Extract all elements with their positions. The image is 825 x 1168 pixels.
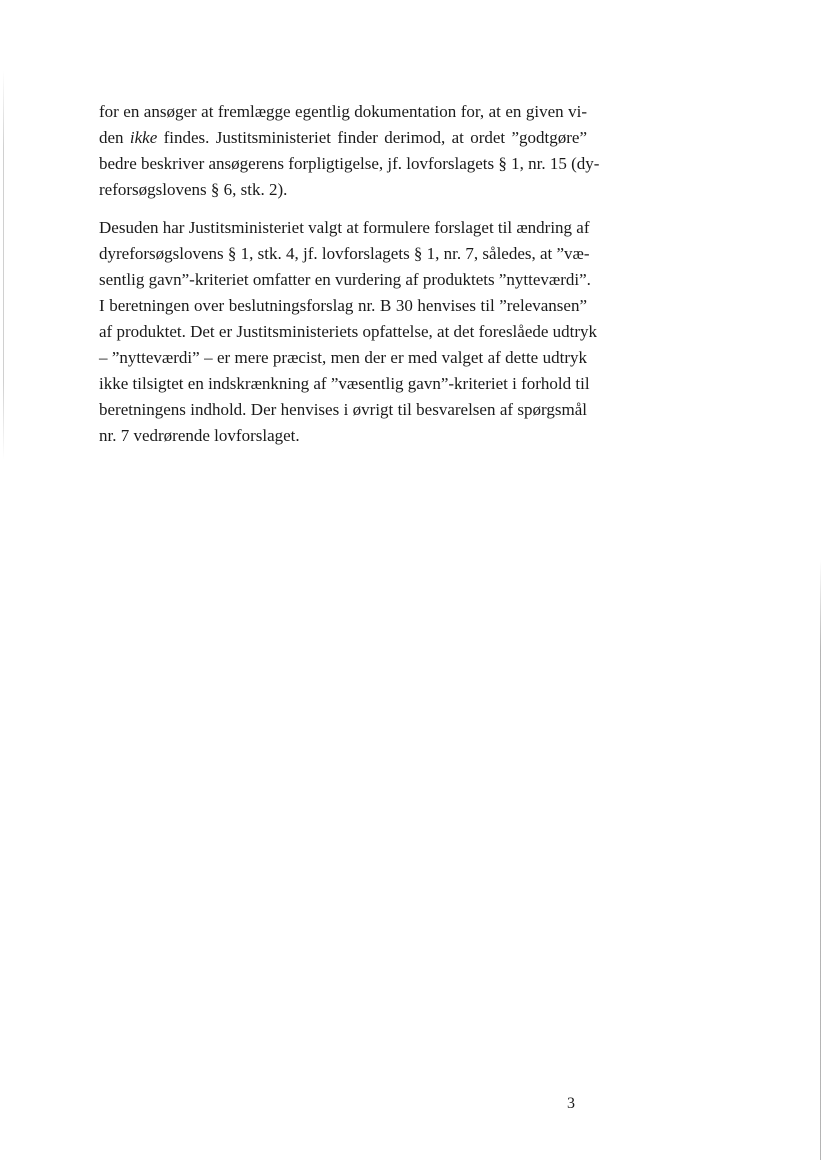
paragraph-line: dyreforsøgslovens § 1, stk. 4, jf. lovforslagets § 1, nr. 7, således, at ”væ-: [99, 244, 590, 263]
paragraph-line: sentlig gavn”-kriteriet omfatter en vurdering af produktets ”nytteværdi”.: [99, 270, 591, 289]
paragraph-1: [99, 99, 600, 203]
paragraph-line: nr. 7 vedrørende lovforslaget.: [99, 426, 300, 445]
emphasis-word: ikke: [129, 128, 158, 147]
paragraph-line: I beretningen over beslutningsforslag nr. B 30 henvises til ”relevansen”: [99, 296, 587, 315]
paragraph-line: reforsøgslovens § 6, stk. 2).: [99, 180, 288, 199]
paragraph-line: bedre beskriver ansøgerens forpligtigelse, jf. lovforslagets § 1, nr. 15 (dy-: [99, 154, 600, 173]
paragraph-line: af produktet. Det er Justitsministeriets opfattelse, at det foreslåede udtryk: [99, 322, 598, 341]
paragraph-line: – ”nytteværdi” – er mere præcist, men der er med valget af dette udtryk: [99, 348, 587, 367]
scan-edge-left: [3, 70, 4, 460]
paragraph-line: ikke tilsigtet en indskrænkning af ”væsentlig gavn”-kriteriet i forhold til: [99, 374, 590, 393]
paragraph-line: beretningens indhold. Der henvises i øvrigt til besvarelsen af spørgsmål: [99, 400, 587, 419]
scan-edge-right: [820, 560, 821, 1160]
paragraph-2: [99, 215, 598, 449]
paragraph-line: for en ansøger at fremlægge egentlig dokumentation for, at en given vi-: [99, 102, 587, 121]
page-number: 3: [567, 1095, 575, 1112]
paragraph-line: Desuden har Justitsministeriet valgt at formulere forslaget til ændring af: [99, 218, 590, 237]
paragraph-line: den ikke findes. Justitsministeriet finder derimod, at ordet ”godtgøre”: [99, 128, 587, 147]
